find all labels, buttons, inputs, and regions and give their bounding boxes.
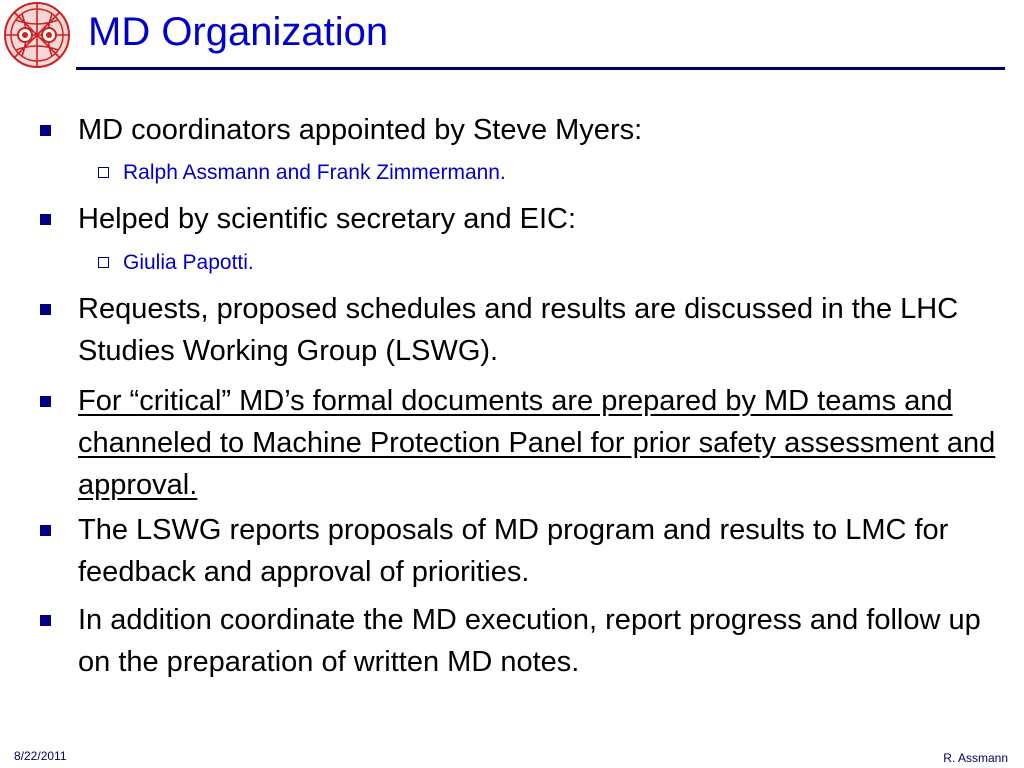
bullet-square-icon (40, 615, 51, 626)
slide-title: MD Organization (88, 10, 389, 54)
footer-date: 8/22/2011 (14, 749, 67, 763)
sub-bullet-square-icon (98, 257, 109, 268)
bullet-square-icon (40, 396, 51, 407)
bullet-text: The LSWG reports proposals of MD program and results to LMC for feedback and approval of priorities. (78, 514, 949, 588)
footer-author: R. Assmann (943, 751, 1008, 765)
bullet-text: Requests, proposed schedules and results are discussed in the LHC Studies Working Group (LSWG). (78, 293, 959, 367)
bullet-text: Helped by scientific secretary and EIC: (78, 203, 577, 235)
bullet-square-icon (40, 304, 51, 315)
sub-bullet-text: Ralph Assmann and Frank Zimmermann. (123, 161, 506, 184)
bullet-square-icon (40, 214, 51, 225)
bullet-text: In addition coordinate the MD execution, report progress and follow up on the preparation of written MD notes. (78, 604, 981, 678)
sub-bullet-text: Giulia Papotti. (123, 251, 254, 274)
bullet-text: MD coordinators appointed by Steve Myers: (78, 114, 643, 146)
sub-bullet-square-icon (98, 167, 109, 178)
bullet-text-underlined: For “critical” MD’s formal documents are prepared by MD teams and channeled to Machine Protection Panel for prior safety assessment and approval. (78, 385, 996, 501)
bullet-square-icon (40, 125, 51, 136)
bullet-square-icon (40, 525, 51, 536)
